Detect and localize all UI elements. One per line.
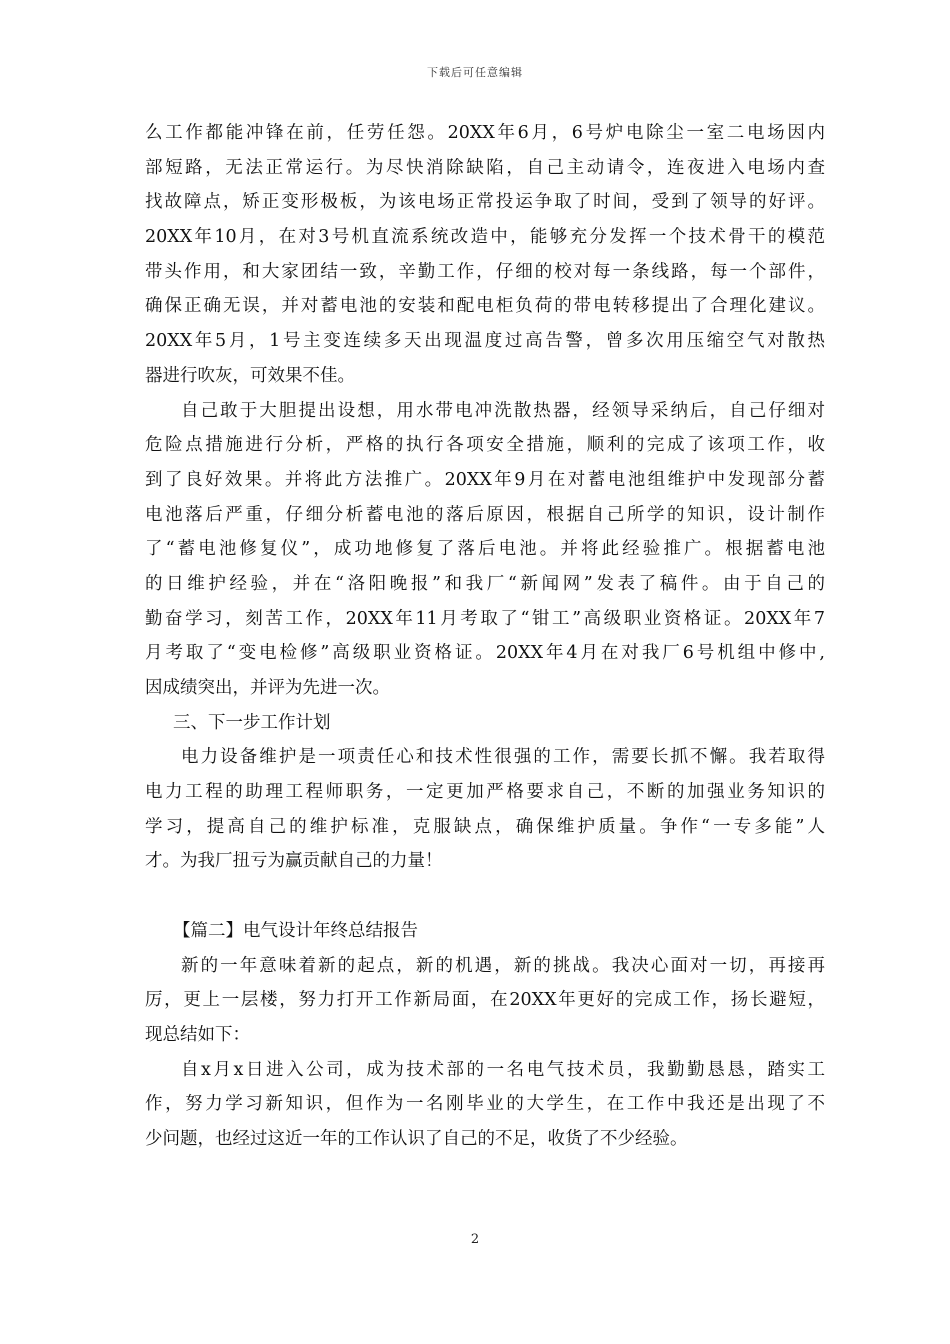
text-line: 么工作都能冲锋在前，任劳任怨。20XX年6月，6号炉电除尘一室二电场因内 <box>145 123 825 143</box>
text-line: 作，努力学习新知识，但作为一名刚毕业的大学生，在工作中我还是出现了不 <box>145 1094 825 1115</box>
text-line: 带头作用，和大家团结一致，辛勤工作，仔细的校对每一条线路，每一个部件， <box>145 261 825 282</box>
document-body <box>145 116 825 1157</box>
text-line: 到了良好效果。并将此方法推广。20XX年9月在对蓄电池组维护中发现部分蓄 <box>145 469 825 490</box>
text-line: 确保正确无误，并对蓄电池的安装和配电柜负荷的带电转移提出了合理化建议。 <box>145 296 825 317</box>
text-line: 器进行吹灰，可效果不佳。 <box>145 365 355 386</box>
paragraph-start-line: 自己敢于大胆提出设想，用水带电冲洗散热器，经领导采纳后，自己仔细对 <box>181 400 825 421</box>
text-line: 现总结如下： <box>145 1024 250 1045</box>
text-line: 找故障点，矫正变形极板，为该电场正常投运争取了时间，受到了领导的好评。 <box>145 192 825 213</box>
page-number: 2 <box>470 1232 480 1247</box>
text-line: 20XX年10月，在对3号机直流系统改造中，能够充分发挥一个技术骨干的模范 <box>145 227 825 248</box>
text-line: 勤奋学习，刻苦工作，20XX年11月考取了“钳工”高级职业资格证。20XX年7 <box>145 608 825 629</box>
text-line: 的日维护经验，并在“洛阳晚报”和我厂“新闻网”发表了稿件。由于自己的 <box>145 573 825 594</box>
paragraph-start-line: 新的一年意味着新的起点，新的机遇，新的挑战。我决心面对一切，再接再 <box>181 955 825 976</box>
section-heading: 三、下一步工作计划 <box>173 712 331 733</box>
article-heading: 【篇二】电气设计年终总结报告 <box>173 920 418 941</box>
blank-line <box>145 879 825 914</box>
text-line: 20XX年5月，1号主变连续多天出现温度过高告警，曾多次用压缩空气对散热 <box>145 331 825 352</box>
text-line: 才。为我厂扭亏为赢贡献自己的力量！ <box>145 851 443 872</box>
page-header: 下载后可任意编辑 <box>427 66 523 79</box>
text-line: 危险点措施进行分析，严格的执行各项安全措施，顺利的完成了该项工作，收 <box>145 435 825 456</box>
text-line: 月考取了“变电检修”高级职业资格证。20XX年4月在对我厂6号机组中修中, <box>145 643 825 664</box>
text-line: 部短路，无法正常运行。为尽快消除缺陷，自己主动请令，连夜进入电场内查 <box>145 157 825 178</box>
text-line: 学习，提高自己的维护标准，克服缺点，确保维护质量。争作“一专多能”人 <box>145 816 826 837</box>
text-line: 电池落后严重，仔细分析蓄电池的落后原因，根据自己所学的知识，设计制作 <box>145 504 825 525</box>
text-line: 少问题，也经过这近一年的工作认识了自己的不足，收货了不少经验。 <box>145 1128 688 1149</box>
text-line: 厉，更上一层楼，努力打开工作新局面，在20XX年更好的完成工作，扬长避短， <box>145 990 825 1011</box>
paragraph-start-line: 电力设备维护是一项责任心和技术性很强的工作，需要长抓不懈。我若取得 <box>181 747 825 768</box>
text-line: 了“蓄电池修复仪”，成功地修复了落后电池。并将此经验推广。根据蓄电池 <box>145 539 825 560</box>
text-line: 电力工程的助理工程师职务，一定更加严格要求自己，不断的加强业务知识的 <box>145 782 825 803</box>
text-line: 因成绩突出，并评为先进一次。 <box>145 678 390 698</box>
paragraph-start-line: 自x月x日进入公司，成为技术部的一名电气技术员，我勤勤恳恳，踏实工 <box>181 1059 825 1080</box>
